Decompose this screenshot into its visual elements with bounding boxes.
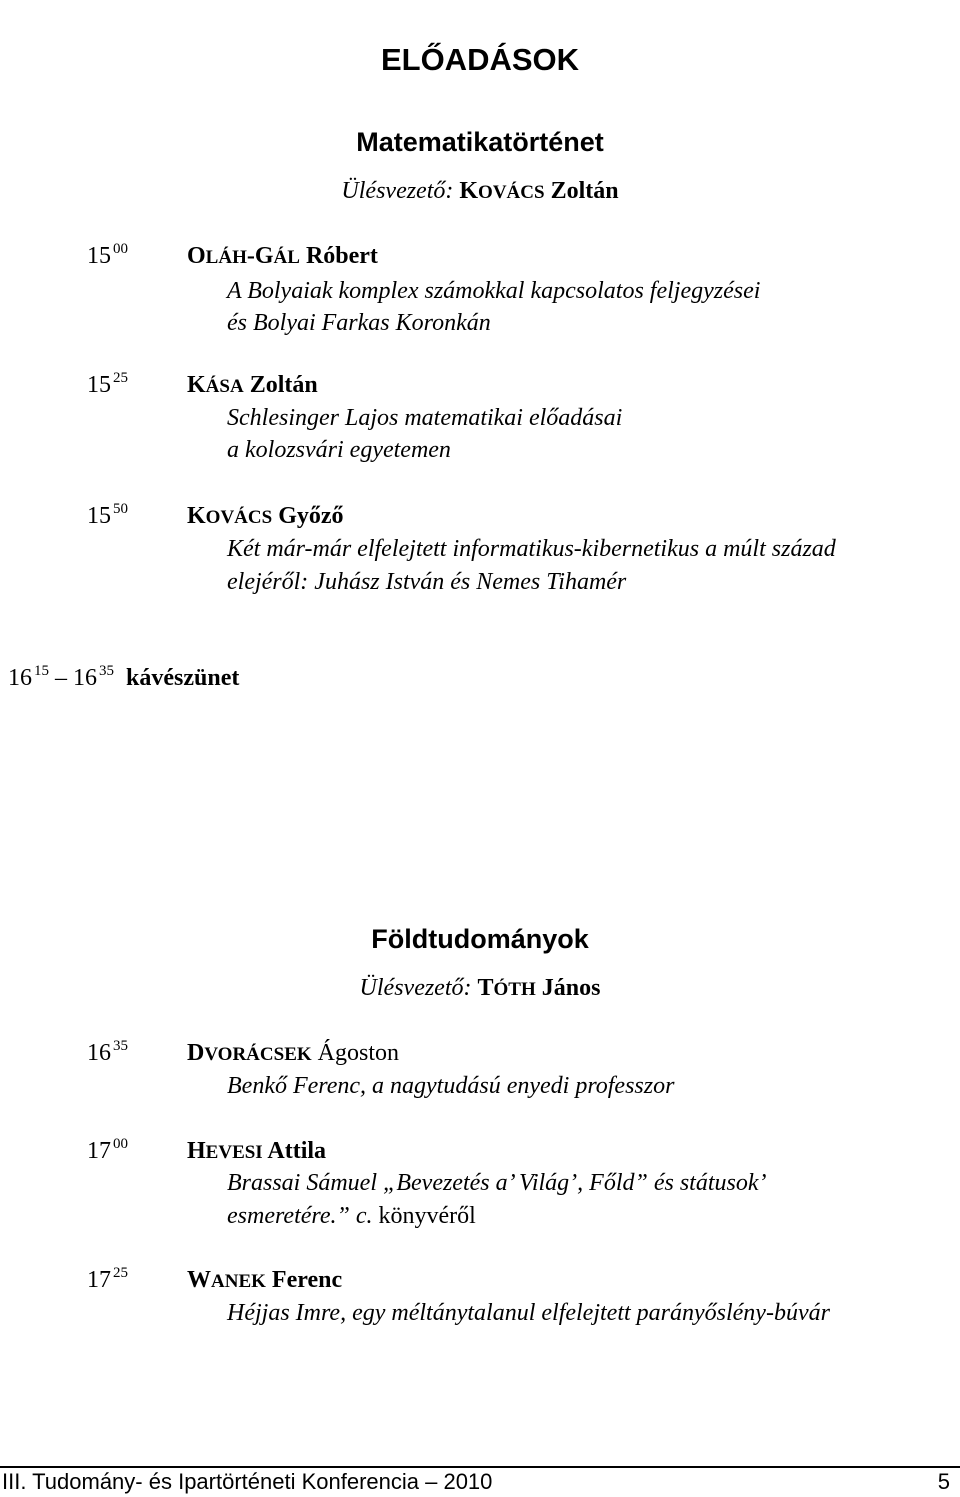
coffee-break [8, 663, 239, 693]
talk-time: 17 $^{00}$ [87, 1136, 129, 1164]
talk-title-line: esmeretére.” c. könyvéről [227, 1203, 476, 1229]
talk-title-line: elejéről: Juhász István és Nemes Tihamér [227, 569, 627, 595]
speaker-name: WANEK Ferenc [187, 1267, 343, 1293]
talk-title-line: Schlesinger Lajos matematikai előadásai [227, 405, 623, 431]
break-time: 16 $^{15}$ – 16 $^{35}$ [8, 663, 115, 691]
section-title-math-history: Matematikatörténet [356, 127, 604, 157]
speaker-name: HEVESI Attila [187, 1138, 327, 1164]
chair-name: KOVÁCS Zoltán [459, 178, 619, 204]
talk-time: 15 $^{50}$ [87, 501, 129, 529]
chair-role: Ülésvezető: [341, 178, 454, 204]
session-chair [0, 176, 960, 208]
page-number: 5 [937, 1469, 950, 1494]
chair-name: TÓTH János [477, 975, 601, 1001]
talk-time: 15 $^{25}$ [87, 370, 129, 398]
chair-role: Ülésvezető: [359, 975, 472, 1001]
talk-title-line: Brassai Sámuel „Bevezetés a’ Világ’, Főld” és státusok’ [227, 1170, 767, 1196]
talk-title-line: Két már-már elfelejtett informatikus-kibernetikus a múlt század [227, 536, 836, 562]
talk-title-line: Héjjas Imre, egy méltánytalanul elfelejtett parányőslény-búvár [227, 1300, 830, 1326]
speaker-name: OLÁH-GÁL Róbert [187, 243, 378, 269]
speaker-name: DVORÁCSEK Ágoston [187, 1040, 399, 1066]
talk-title-line: Benkő Ferenc, a nagytudású enyedi professzor [227, 1073, 675, 1099]
talk-title-line: a kolozsvári egyetemen [227, 437, 451, 463]
section-title-earth-sciences: Földtudományok [371, 924, 589, 954]
page-heading: ELŐADÁSOK [380, 42, 580, 77]
talk-time: 15 $^{00}$ [87, 241, 129, 269]
session-chair [0, 973, 960, 1005]
footer-divider [0, 1466, 960, 1468]
break-label: kávészünet [126, 665, 240, 691]
talk-time: 16 $^{35}$ [87, 1038, 129, 1066]
talk-time: 17 $^{25}$ [87, 1265, 129, 1293]
talk-title-line: A Bolyaiak komplex számokkal kapcsolatos feljegyzései [227, 278, 761, 304]
speaker-name: KOVÁCS Győző [187, 503, 344, 529]
talk-title-line: és Bolyai Farkas Koronkán [227, 310, 491, 336]
speaker-name: KÁSA Zoltán [187, 372, 318, 398]
footer-conference-name: III. Tudomány- és Ipartörténeti Konferencia – 2010 [2, 1469, 493, 1494]
